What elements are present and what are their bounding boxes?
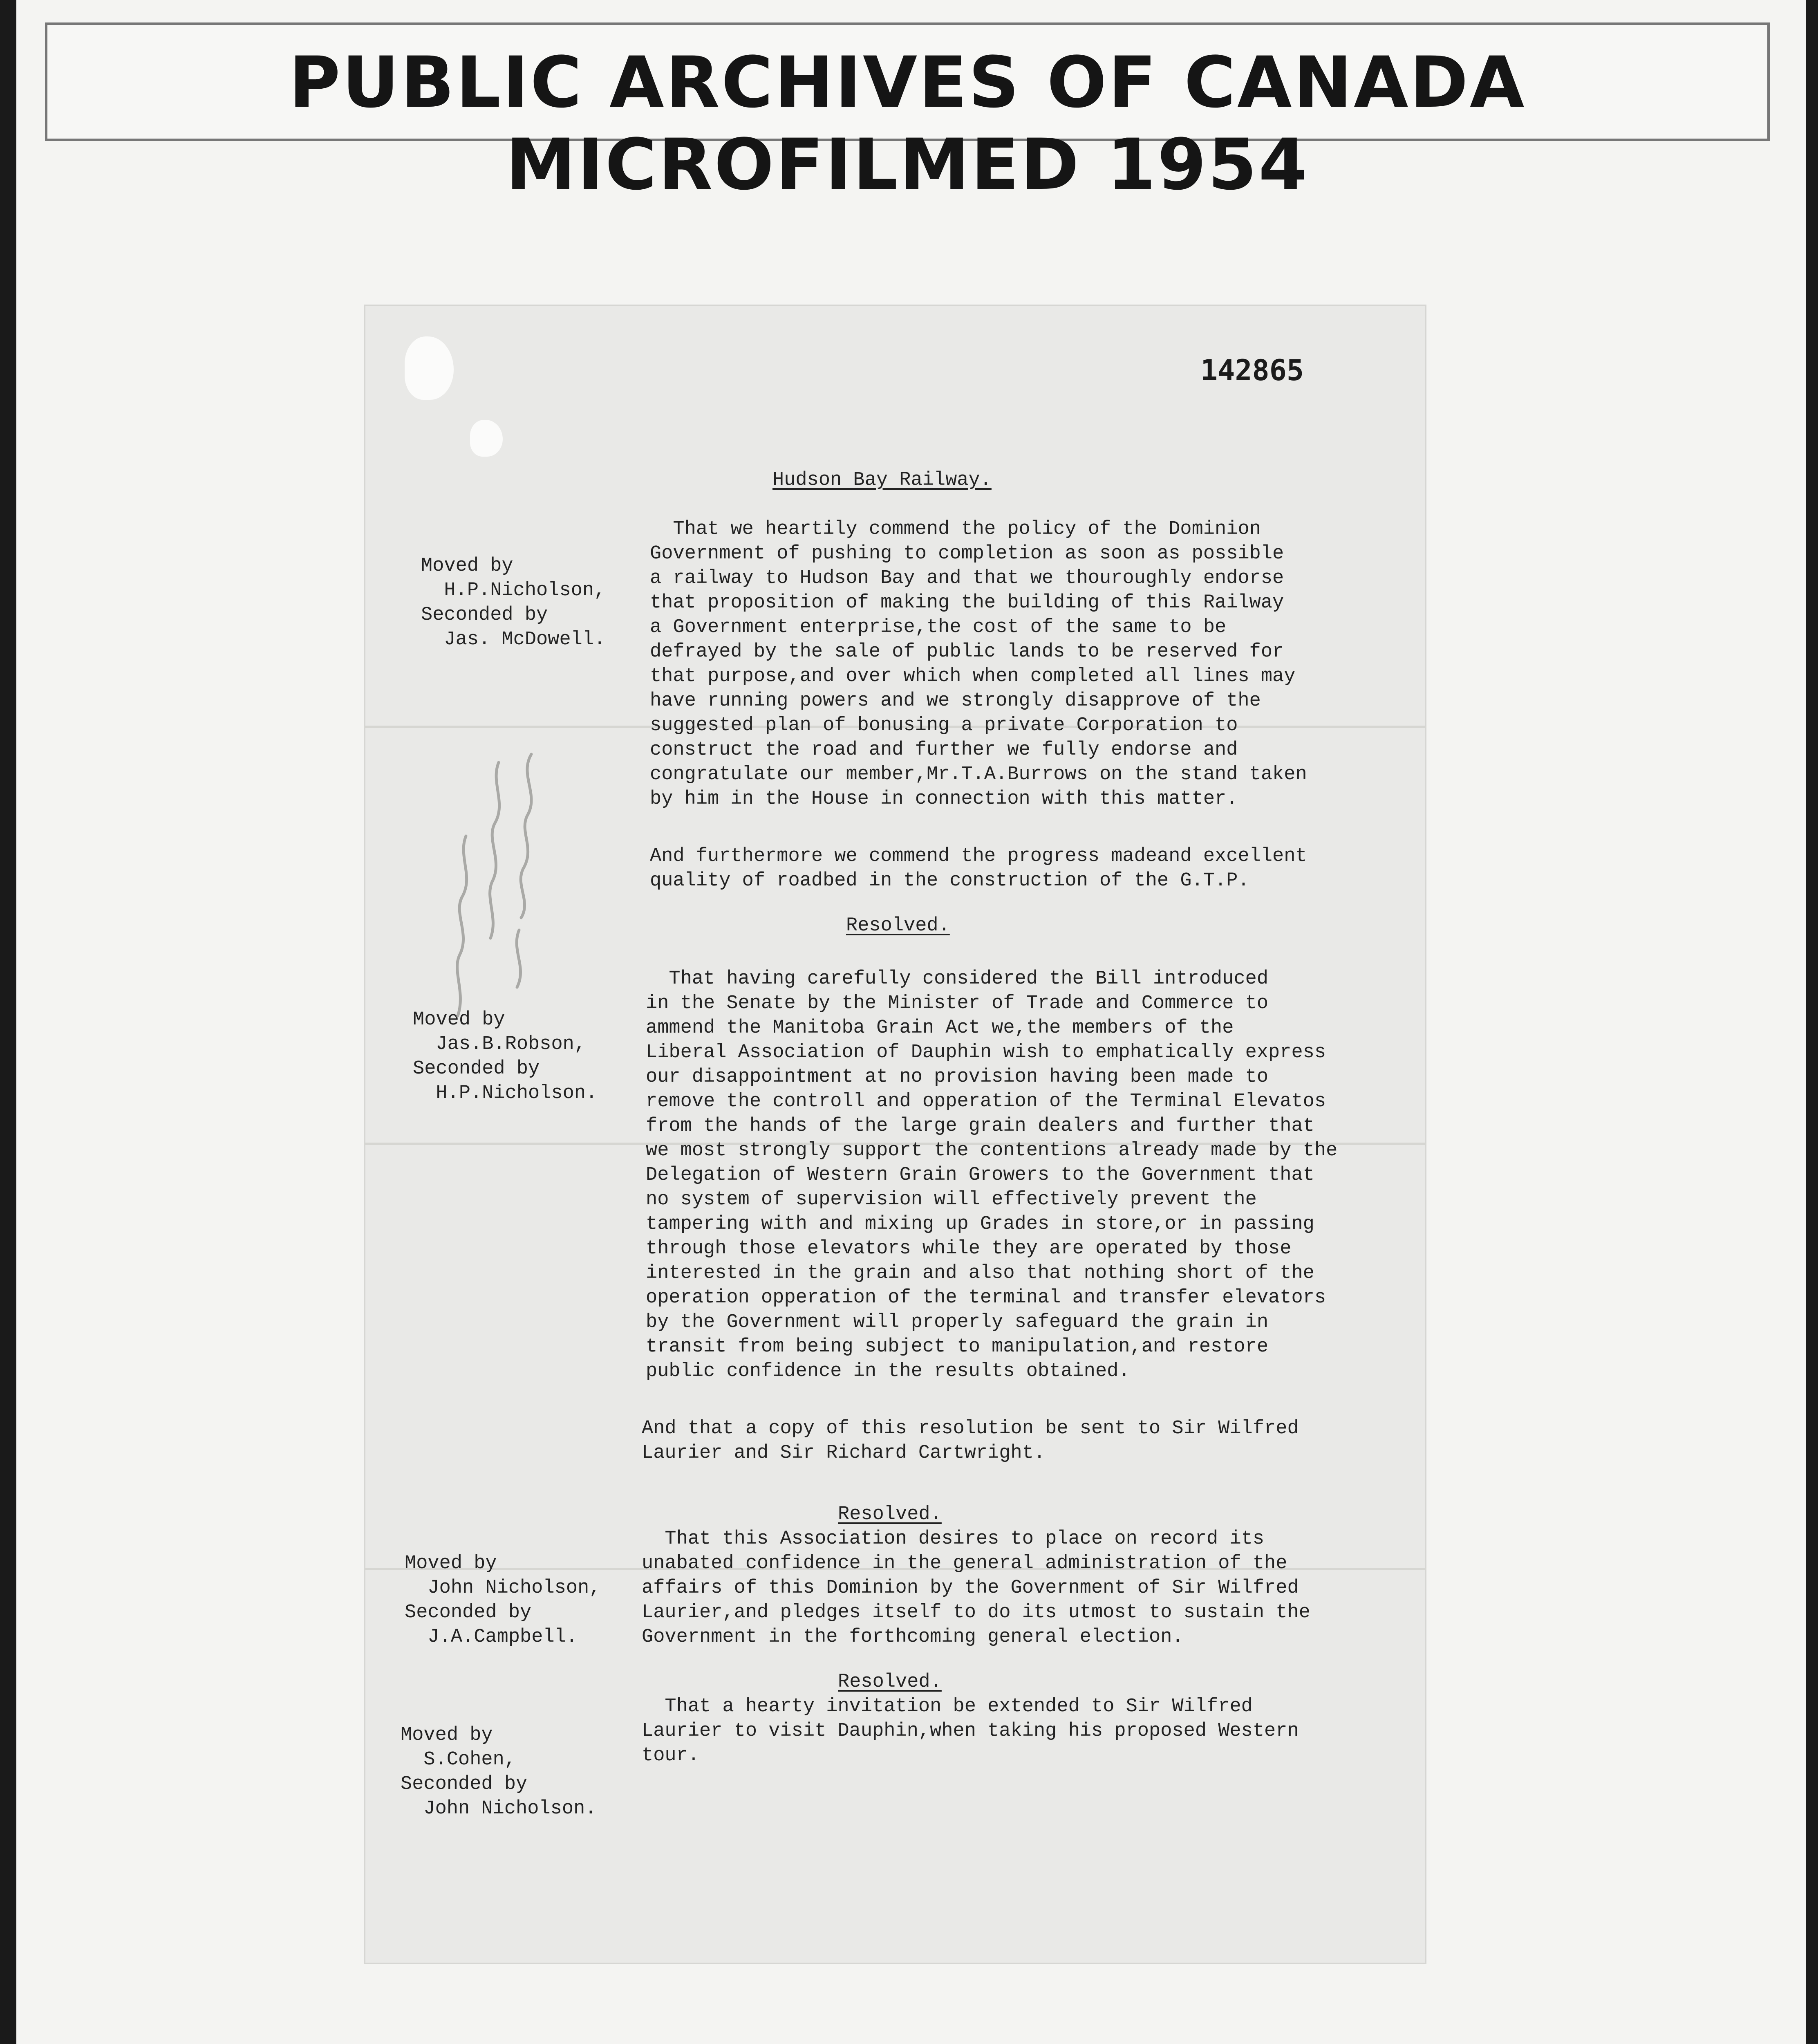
resolution-text: That this Association desires to place on record its unabated confidence in the general administration of the affairs of this Dominion by the Government of Sir Wilfred Laurier,and pledges itself to do its utmost to sustain the Government in the forthcoming general election. (642, 1528, 1310, 1648)
film-edge-left (0, 0, 16, 2044)
resolution-text: And furthermore we commend the progress madeand excellent quality of roadbed in the construction of the G.T.P. (650, 845, 1307, 892)
archive-header-title: PUBLIC ARCHIVES OF CANADA MICROFILMED 1954 (289, 41, 1526, 206)
section-heading: Resolved. (846, 915, 950, 937)
moved-seconded: Moved by Jas.B.Robson, Seconded by H.P.Nicholson. (413, 1009, 598, 1104)
section-heading: Resolved. (838, 1504, 942, 1525)
resolution-text: That having carefully considered the Bill introduced in the Senate by the Minister of Trade and Commerce to ammend the Manitoba Grain Act we,the members of the Liberal Association of Dauphin wish to emphatically express our disappointment at no provision having been made to remove the controll and opperation of the Terminal Elevatos from the hands of the large grain dealers and further that we most strongly support the contentions already made by the Delegation of Western Grain Growers to the Government that no system of supervision will effectively prevent the tampering with and mixing up Grades in store,or in passing through those elevators while they are operated by those interested in the grain and also that nothing short of the operation opperation of the terminal and transfer elevators by the Government will properly safeguard the grain in transit from being subject to manipulation,and restore public confidence in the results obtained. (646, 968, 1338, 1382)
moved-seconded: Moved by H.P.Nicholson, Seconded by Jas. McDowell. (421, 555, 606, 650)
film-edge-right (1806, 0, 1818, 2044)
section-heading: Hudson Bay Railway. (772, 469, 992, 491)
pencil-annotation (396, 738, 568, 1065)
paper-hole (470, 420, 503, 457)
resolution-text: And that a copy of this resolution be sent to Sir Wilfred Laurier and Sir Richard Cartwright. (642, 1418, 1299, 1464)
resolution-text: That we heartily commend the policy of the Dominion Government of pushing to completion as soon as possible a railway to Hudson Bay and that we thouroughly endorse that proposition of making the building of this Railway a Government enterprise,the cost of the same to be defrayed by the sale of public lands to be reserved for that purpose,and over which when completed all lines may have running powers and we strongly disapprove of the suggested plan of bonusing a private Corporation to construct the road and further we fully endorse and congratulate our member,Mr.T.A.Burrows on the stand taken by him in the House in connection with this matter. (650, 518, 1307, 810)
document-number: 142865 (1200, 354, 1304, 387)
moved-seconded: Moved by S.Cohen, Seconded by John Nicholson. (401, 1724, 597, 1820)
section-heading: Resolved. (838, 1671, 942, 1693)
document-page (364, 305, 1426, 1964)
resolution-text: That a hearty invitation be extended to Sir Wilfred Laurier to visit Dauphin,when taking his proposed Western tour. (642, 1696, 1299, 1766)
archive-header-banner (45, 22, 1770, 206)
moved-seconded: Moved by John Nicholson, Seconded by J.A.Campbell. (405, 1553, 601, 1648)
paper-hole (405, 336, 454, 400)
